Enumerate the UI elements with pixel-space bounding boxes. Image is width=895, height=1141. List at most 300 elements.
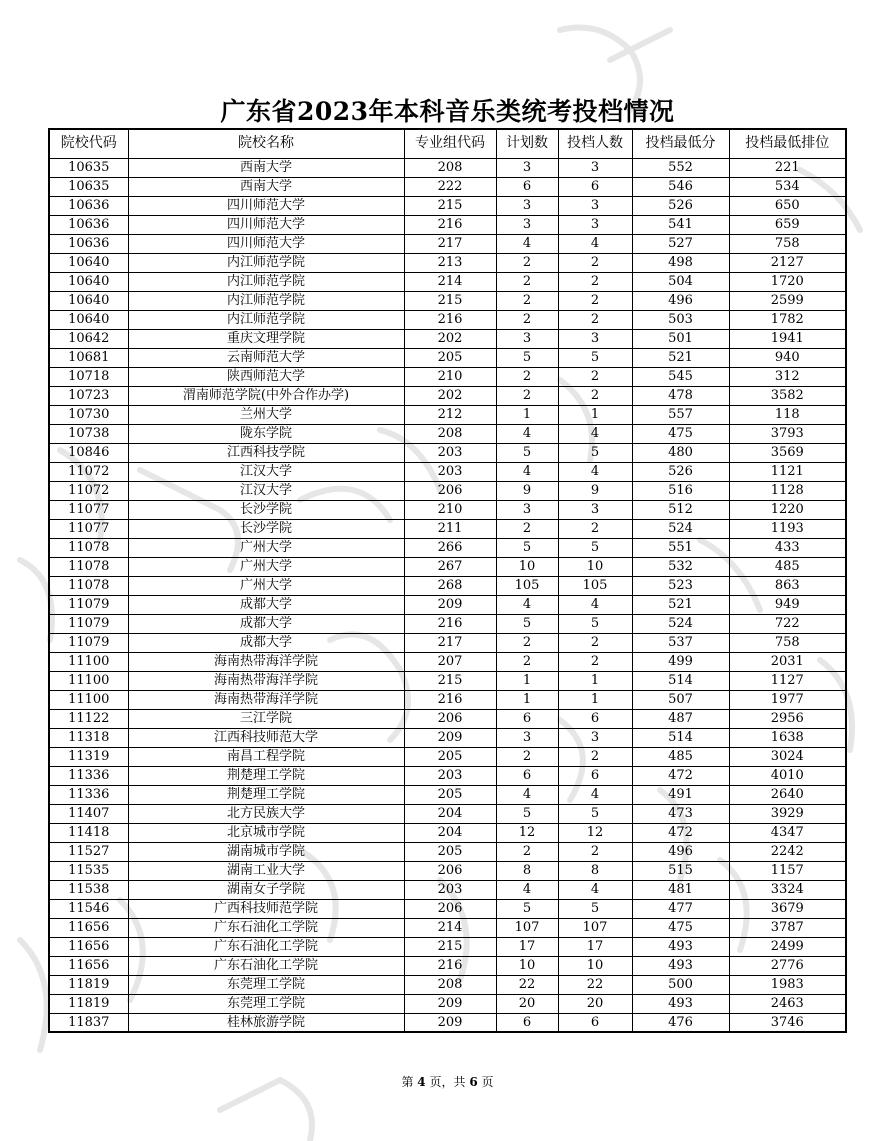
plan-count-cell: 8	[496, 861, 558, 880]
table-header-row	[49, 129, 846, 158]
school-name-cell: 荆楚理工学院	[128, 766, 404, 785]
plan-count-cell: 5	[496, 804, 558, 823]
min-score-cell: 515	[632, 861, 729, 880]
school-code-cell: 11077	[49, 500, 128, 519]
table-row	[49, 405, 846, 424]
min-score-cell: 473	[632, 804, 729, 823]
school-code-cell: 10723	[49, 386, 128, 405]
min-score-cell: 532	[632, 557, 729, 576]
footer-middle: 页，共	[429, 1075, 466, 1089]
school-code-cell: 11819	[49, 975, 128, 994]
group-code-cell: 266	[404, 538, 496, 557]
admitted-count-cell: 6	[558, 177, 632, 196]
min-rank-cell: 2031	[729, 652, 846, 671]
min-score-cell: 512	[632, 500, 729, 519]
school-name-cell: 渭南师范学院(中外合作办学)	[128, 386, 404, 405]
admitted-count-cell: 5	[558, 614, 632, 633]
table-row	[49, 918, 846, 937]
plan-count-cell: 6	[496, 1013, 558, 1032]
school-code-cell: 10640	[49, 291, 128, 310]
table-row	[49, 975, 846, 994]
group-code-cell: 209	[404, 994, 496, 1013]
group-code-cell: 206	[404, 861, 496, 880]
school-code-cell: 11072	[49, 481, 128, 500]
min-rank-cell: 758	[729, 234, 846, 253]
group-code-cell: 208	[404, 975, 496, 994]
plan-count-cell: 2	[496, 253, 558, 272]
min-score-cell: 487	[632, 709, 729, 728]
min-rank-cell: 4347	[729, 823, 846, 842]
min-rank-cell: 3024	[729, 747, 846, 766]
col-header-admitted-count: 投档人数	[558, 129, 632, 158]
school-name-cell: 陇东学院	[128, 424, 404, 443]
group-code-cell: 209	[404, 1013, 496, 1032]
plan-count-cell: 6	[496, 766, 558, 785]
group-code-cell: 203	[404, 443, 496, 462]
school-name-cell: 海南热带海洋学院	[128, 652, 404, 671]
group-code-cell: 206	[404, 481, 496, 500]
plan-count-cell: 5	[496, 538, 558, 557]
table-body	[49, 158, 846, 1032]
min-score-cell: 491	[632, 785, 729, 804]
table-row	[49, 994, 846, 1013]
school-code-cell: 10636	[49, 215, 128, 234]
plan-count-cell: 10	[496, 956, 558, 975]
admitted-count-cell: 2	[558, 633, 632, 652]
min-score-cell: 516	[632, 481, 729, 500]
admitted-count-cell: 1	[558, 405, 632, 424]
table-row	[49, 291, 846, 310]
min-rank-cell: 1720	[729, 272, 846, 291]
group-code-cell: 217	[404, 633, 496, 652]
min-rank-cell: 722	[729, 614, 846, 633]
plan-count-cell: 2	[496, 272, 558, 291]
plan-count-cell: 4	[496, 462, 558, 481]
min-rank-cell: 2599	[729, 291, 846, 310]
min-rank-cell: 1121	[729, 462, 846, 481]
table-row	[49, 652, 846, 671]
min-score-cell: 472	[632, 766, 729, 785]
admitted-count-cell: 3	[558, 196, 632, 215]
group-code-cell: 216	[404, 956, 496, 975]
table-row	[49, 329, 846, 348]
table-row	[49, 671, 846, 690]
school-code-cell: 11418	[49, 823, 128, 842]
plan-count-cell: 4	[496, 595, 558, 614]
school-code-cell: 11527	[49, 842, 128, 861]
min-score-cell: 523	[632, 576, 729, 595]
group-code-cell: 217	[404, 234, 496, 253]
min-rank-cell: 1157	[729, 861, 846, 880]
group-code-cell: 215	[404, 291, 496, 310]
min-score-cell: 499	[632, 652, 729, 671]
school-code-cell: 10636	[49, 196, 128, 215]
min-rank-cell: 118	[729, 405, 846, 424]
group-code-cell: 207	[404, 652, 496, 671]
min-rank-cell: 863	[729, 576, 846, 595]
col-header-group-code: 专业组代码	[404, 129, 496, 158]
plan-count-cell: 3	[496, 329, 558, 348]
min-score-cell: 527	[632, 234, 729, 253]
plan-count-cell: 1	[496, 690, 558, 709]
school-code-cell: 11078	[49, 538, 128, 557]
table-row	[49, 956, 846, 975]
school-name-cell: 广州大学	[128, 576, 404, 595]
min-score-cell: 477	[632, 899, 729, 918]
plan-count-cell: 2	[496, 386, 558, 405]
admitted-count-cell: 3	[558, 329, 632, 348]
school-name-cell: 广东石油化工学院	[128, 918, 404, 937]
admitted-count-cell: 6	[558, 709, 632, 728]
table-row	[49, 804, 846, 823]
plan-count-cell: 4	[496, 424, 558, 443]
school-name-cell: 北京城市学院	[128, 823, 404, 842]
school-code-cell: 11078	[49, 557, 128, 576]
group-code-cell: 214	[404, 918, 496, 937]
min-score-cell: 481	[632, 880, 729, 899]
table-row	[49, 215, 846, 234]
school-code-cell: 10642	[49, 329, 128, 348]
school-code-cell: 11319	[49, 747, 128, 766]
min-score-cell: 524	[632, 614, 729, 633]
school-name-cell: 海南热带海洋学院	[128, 690, 404, 709]
school-code-cell: 11072	[49, 462, 128, 481]
footer-total-pages: 6	[469, 1075, 478, 1089]
school-code-cell: 11079	[49, 614, 128, 633]
school-name-cell: 陕西师范大学	[128, 367, 404, 386]
school-code-cell: 11656	[49, 956, 128, 975]
school-name-cell: 江西科技师范大学	[128, 728, 404, 747]
min-rank-cell: 485	[729, 557, 846, 576]
col-header-min-rank: 投档最低排位	[729, 129, 846, 158]
min-rank-cell: 1127	[729, 671, 846, 690]
min-rank-cell: 1638	[729, 728, 846, 747]
table-row	[49, 614, 846, 633]
group-code-cell: 216	[404, 614, 496, 633]
plan-count-cell: 105	[496, 576, 558, 595]
table-row	[49, 234, 846, 253]
plan-count-cell: 2	[496, 747, 558, 766]
admitted-count-cell: 8	[558, 861, 632, 880]
admitted-count-cell: 5	[558, 899, 632, 918]
school-name-cell: 四川师范大学	[128, 196, 404, 215]
min-score-cell: 557	[632, 405, 729, 424]
school-name-cell: 广州大学	[128, 538, 404, 557]
admitted-count-cell: 5	[558, 348, 632, 367]
admitted-count-cell: 22	[558, 975, 632, 994]
admitted-count-cell: 5	[558, 804, 632, 823]
plan-count-cell: 3	[496, 158, 558, 177]
group-code-cell: 209	[404, 595, 496, 614]
min-rank-cell: 3929	[729, 804, 846, 823]
page-footer	[0, 1073, 895, 1090]
school-code-cell: 11535	[49, 861, 128, 880]
group-code-cell: 203	[404, 766, 496, 785]
min-rank-cell: 2776	[729, 956, 846, 975]
admitted-count-cell: 10	[558, 557, 632, 576]
school-code-cell: 11122	[49, 709, 128, 728]
plan-count-cell: 4	[496, 880, 558, 899]
school-code-cell: 11100	[49, 690, 128, 709]
school-name-cell: 成都大学	[128, 614, 404, 633]
min-score-cell: 493	[632, 956, 729, 975]
min-score-cell: 503	[632, 310, 729, 329]
table-row	[49, 348, 846, 367]
admitted-count-cell: 3	[558, 500, 632, 519]
plan-count-cell: 6	[496, 709, 558, 728]
admitted-count-cell: 2	[558, 253, 632, 272]
min-score-cell: 493	[632, 994, 729, 1013]
school-name-cell: 三江学院	[128, 709, 404, 728]
group-code-cell: 216	[404, 310, 496, 329]
min-rank-cell: 2956	[729, 709, 846, 728]
table-row	[49, 766, 846, 785]
plan-count-cell: 22	[496, 975, 558, 994]
admitted-count-cell: 4	[558, 785, 632, 804]
school-name-cell: 内江师范学院	[128, 291, 404, 310]
school-name-cell: 广东石油化工学院	[128, 956, 404, 975]
min-score-cell: 475	[632, 424, 729, 443]
group-code-cell: 206	[404, 709, 496, 728]
table-row	[49, 709, 846, 728]
table-row	[49, 899, 846, 918]
min-score-cell: 500	[632, 975, 729, 994]
admitted-count-cell: 20	[558, 994, 632, 1013]
table-row	[49, 481, 846, 500]
group-code-cell: 214	[404, 272, 496, 291]
school-name-cell: 兰州大学	[128, 405, 404, 424]
min-rank-cell: 1977	[729, 690, 846, 709]
table-row	[49, 158, 846, 177]
school-name-cell: 江西科技学院	[128, 443, 404, 462]
school-code-cell: 11336	[49, 785, 128, 804]
plan-count-cell: 3	[496, 500, 558, 519]
plan-count-cell: 6	[496, 177, 558, 196]
table-row	[49, 823, 846, 842]
min-score-cell: 501	[632, 329, 729, 348]
school-name-cell: 内江师范学院	[128, 253, 404, 272]
min-score-cell: 514	[632, 728, 729, 747]
min-rank-cell: 3793	[729, 424, 846, 443]
school-code-cell: 10846	[49, 443, 128, 462]
min-rank-cell: 2242	[729, 842, 846, 861]
table-row	[49, 728, 846, 747]
min-rank-cell: 4010	[729, 766, 846, 785]
admitted-count-cell: 2	[558, 747, 632, 766]
min-score-cell: 552	[632, 158, 729, 177]
group-code-cell: 216	[404, 215, 496, 234]
school-code-cell: 11407	[49, 804, 128, 823]
group-code-cell: 206	[404, 899, 496, 918]
admitted-count-cell: 17	[558, 937, 632, 956]
table-row	[49, 177, 846, 196]
plan-count-cell: 3	[496, 728, 558, 747]
min-rank-cell: 3582	[729, 386, 846, 405]
min-rank-cell: 1941	[729, 329, 846, 348]
plan-count-cell: 5	[496, 443, 558, 462]
group-code-cell: 210	[404, 367, 496, 386]
school-name-cell: 湖南工业大学	[128, 861, 404, 880]
min-rank-cell: 312	[729, 367, 846, 386]
admitted-count-cell: 4	[558, 880, 632, 899]
min-rank-cell: 2640	[729, 785, 846, 804]
min-rank-cell: 3746	[729, 1013, 846, 1032]
table-row	[49, 576, 846, 595]
table-row	[49, 937, 846, 956]
group-code-cell: 215	[404, 671, 496, 690]
min-score-cell: 472	[632, 823, 729, 842]
table-row	[49, 519, 846, 538]
group-code-cell: 202	[404, 329, 496, 348]
min-score-cell: 514	[632, 671, 729, 690]
school-name-cell: 广东石油化工学院	[128, 937, 404, 956]
table-row	[49, 500, 846, 519]
min-score-cell: 526	[632, 196, 729, 215]
plan-count-cell: 12	[496, 823, 558, 842]
school-name-cell: 海南热带海洋学院	[128, 671, 404, 690]
min-rank-cell: 2499	[729, 937, 846, 956]
school-name-cell: 南昌工程学院	[128, 747, 404, 766]
min-score-cell: 476	[632, 1013, 729, 1032]
plan-count-cell: 107	[496, 918, 558, 937]
table-row	[49, 367, 846, 386]
plan-count-cell: 2	[496, 310, 558, 329]
table-row	[49, 462, 846, 481]
plan-count-cell: 5	[496, 348, 558, 367]
admitted-count-cell: 2	[558, 386, 632, 405]
school-name-cell: 江汉大学	[128, 481, 404, 500]
min-score-cell: 546	[632, 177, 729, 196]
group-code-cell: 205	[404, 747, 496, 766]
group-code-cell: 210	[404, 500, 496, 519]
plan-count-cell: 20	[496, 994, 558, 1013]
plan-count-cell: 9	[496, 481, 558, 500]
min-score-cell: 498	[632, 253, 729, 272]
school-code-cell: 11078	[49, 576, 128, 595]
table-row	[49, 253, 846, 272]
school-code-cell: 10636	[49, 234, 128, 253]
school-code-cell: 10635	[49, 158, 128, 177]
min-rank-cell: 1193	[729, 519, 846, 538]
school-code-cell: 11336	[49, 766, 128, 785]
admitted-count-cell: 107	[558, 918, 632, 937]
min-rank-cell: 1220	[729, 500, 846, 519]
admitted-count-cell: 1	[558, 690, 632, 709]
min-rank-cell: 1782	[729, 310, 846, 329]
school-code-cell: 11837	[49, 1013, 128, 1032]
admitted-count-cell: 5	[558, 443, 632, 462]
school-name-cell: 荆楚理工学院	[128, 785, 404, 804]
plan-count-cell: 5	[496, 899, 558, 918]
min-score-cell: 541	[632, 215, 729, 234]
min-score-cell: 485	[632, 747, 729, 766]
group-code-cell: 203	[404, 462, 496, 481]
plan-count-cell: 2	[496, 633, 558, 652]
min-score-cell: 496	[632, 291, 729, 310]
school-name-cell: 湖南女子学院	[128, 880, 404, 899]
footer-page-number: 4	[417, 1075, 426, 1089]
admitted-count-cell: 2	[558, 652, 632, 671]
school-code-cell: 11100	[49, 652, 128, 671]
school-name-cell: 湖南城市学院	[128, 842, 404, 861]
group-code-cell: 211	[404, 519, 496, 538]
table-row	[49, 633, 846, 652]
min-rank-cell: 650	[729, 196, 846, 215]
min-rank-cell: 3679	[729, 899, 846, 918]
table-row	[49, 310, 846, 329]
school-name-cell: 内江师范学院	[128, 272, 404, 291]
group-code-cell: 215	[404, 196, 496, 215]
school-name-cell: 成都大学	[128, 633, 404, 652]
school-code-cell: 10635	[49, 177, 128, 196]
school-code-cell: 11318	[49, 728, 128, 747]
plan-count-cell: 5	[496, 614, 558, 633]
admission-table	[48, 128, 847, 1033]
min-score-cell: 507	[632, 690, 729, 709]
table-row	[49, 690, 846, 709]
table-row	[49, 595, 846, 614]
plan-count-cell: 4	[496, 234, 558, 253]
min-rank-cell: 2463	[729, 994, 846, 1013]
school-code-cell: 11538	[49, 880, 128, 899]
min-score-cell: 493	[632, 937, 729, 956]
plan-count-cell: 2	[496, 367, 558, 386]
table-row	[49, 196, 846, 215]
school-code-cell: 11656	[49, 918, 128, 937]
min-score-cell: 537	[632, 633, 729, 652]
school-name-cell: 广西科技师范学院	[128, 899, 404, 918]
school-name-cell: 成都大学	[128, 595, 404, 614]
table-row	[49, 747, 846, 766]
min-rank-cell: 940	[729, 348, 846, 367]
min-rank-cell: 221	[729, 158, 846, 177]
group-code-cell: 204	[404, 804, 496, 823]
school-code-cell: 10730	[49, 405, 128, 424]
admitted-count-cell: 4	[558, 462, 632, 481]
school-code-cell: 10640	[49, 310, 128, 329]
group-code-cell: 205	[404, 785, 496, 804]
group-code-cell: 215	[404, 937, 496, 956]
table-row	[49, 842, 846, 861]
admitted-count-cell: 2	[558, 367, 632, 386]
admitted-count-cell: 10	[558, 956, 632, 975]
plan-count-cell: 2	[496, 519, 558, 538]
admitted-count-cell: 2	[558, 310, 632, 329]
school-name-cell: 东莞理工学院	[128, 975, 404, 994]
school-name-cell: 四川师范大学	[128, 234, 404, 253]
min-score-cell: 480	[632, 443, 729, 462]
admitted-count-cell: 4	[558, 234, 632, 253]
admitted-count-cell: 1	[558, 671, 632, 690]
plan-count-cell: 4	[496, 785, 558, 804]
min-score-cell: 504	[632, 272, 729, 291]
school-code-cell: 10681	[49, 348, 128, 367]
admitted-count-cell: 3	[558, 215, 632, 234]
school-code-cell: 11546	[49, 899, 128, 918]
school-code-cell: 11656	[49, 937, 128, 956]
min-rank-cell: 1128	[729, 481, 846, 500]
school-name-cell: 东莞理工学院	[128, 994, 404, 1013]
school-code-cell: 10640	[49, 272, 128, 291]
school-name-cell: 内江师范学院	[128, 310, 404, 329]
admitted-count-cell: 2	[558, 291, 632, 310]
table-row	[49, 443, 846, 462]
plan-count-cell: 1	[496, 671, 558, 690]
plan-count-cell: 2	[496, 842, 558, 861]
plan-count-cell: 1	[496, 405, 558, 424]
group-code-cell: 208	[404, 424, 496, 443]
min-rank-cell: 1983	[729, 975, 846, 994]
